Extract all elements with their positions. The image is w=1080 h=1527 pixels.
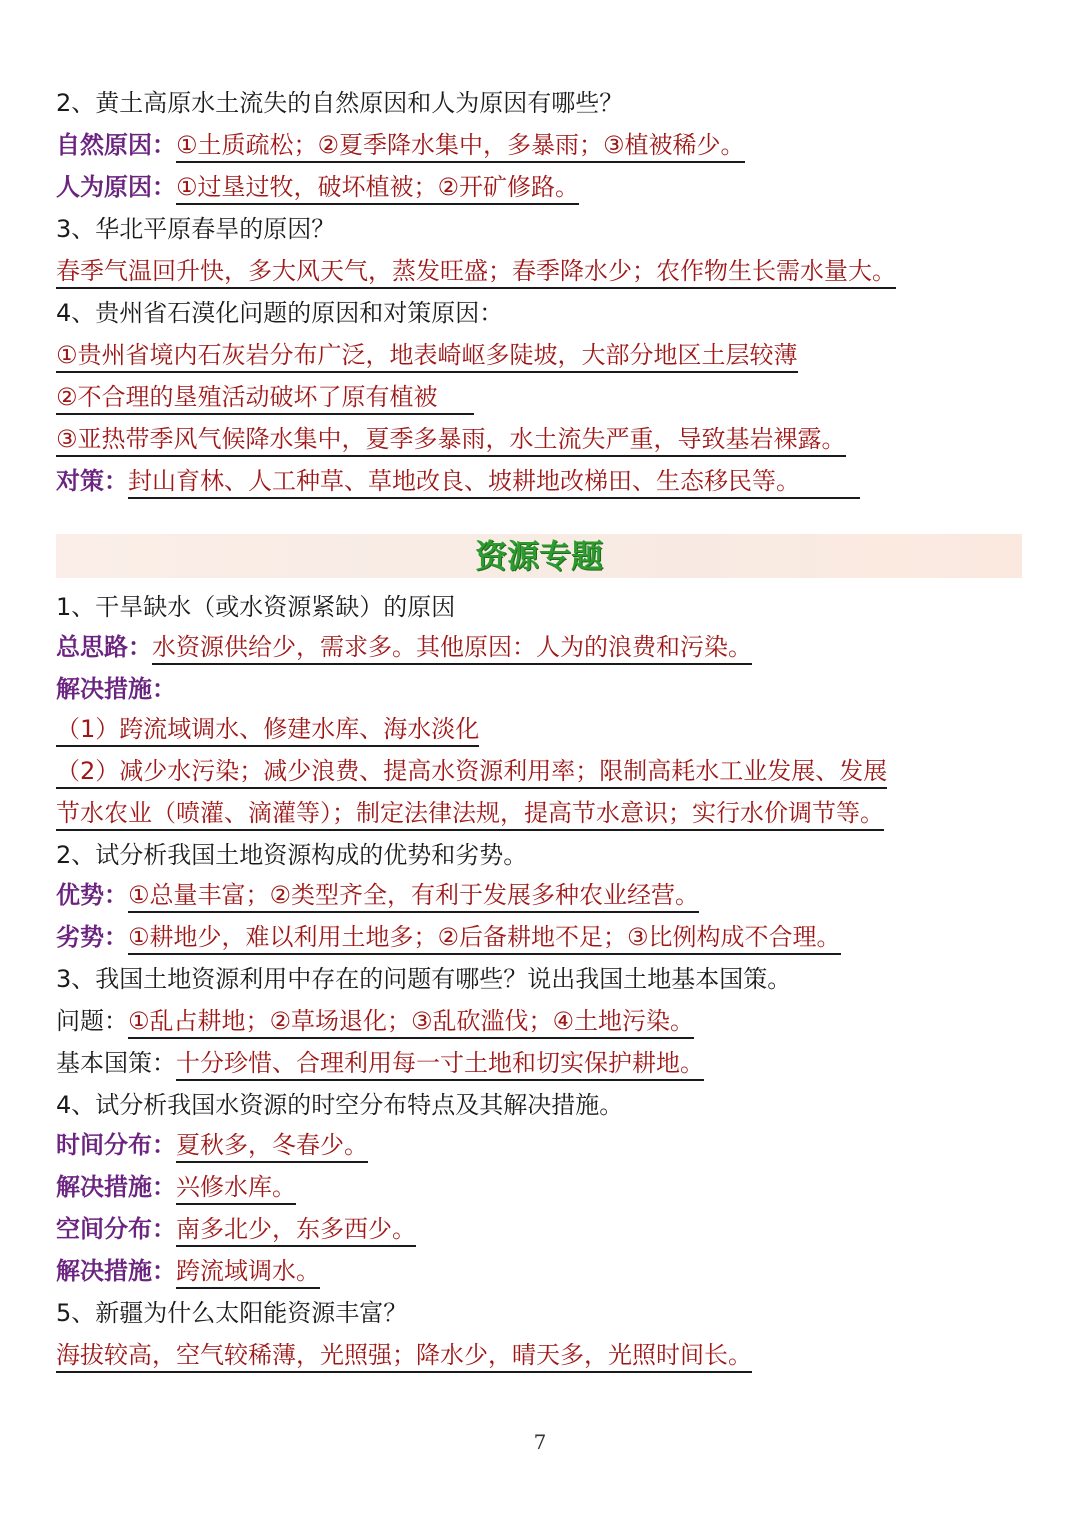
karst-reason-1-row	[56, 338, 798, 372]
natural-causes-label: 自然原因：	[56, 131, 176, 159]
karst-reason-2: ②不合理的垦殖活动破坏了原有植被	[56, 383, 474, 415]
drought-answer-row	[56, 254, 896, 288]
natural-causes-row	[56, 128, 745, 162]
solar-answer-row	[56, 1338, 752, 1372]
karst-measures-answer: 封山育林、人工种草、草地改良、坡耕地改梯田、生态移民等。	[128, 467, 860, 499]
space-solution-label: 解决措施：	[56, 1257, 176, 1285]
karst-reason-1: ①贵州省境内石灰岩分布广泛，地表崎岖多陡坡，大部分地区土层较薄	[56, 341, 798, 373]
land-policy-label: 基本国策：	[56, 1049, 176, 1077]
human-causes-row	[56, 170, 579, 204]
karst-measures-row	[56, 464, 860, 498]
water-solution-2b-row	[56, 796, 884, 830]
time-distribution-label: 时间分布：	[56, 1131, 176, 1159]
water-idea-row	[56, 630, 752, 664]
question-2-loess: 2、黄土高原水土流失的自然原因和人为原因有哪些？	[56, 89, 624, 117]
water-solution-2a: （2）减少水污染；减少浪费、提高水资源利用率；限制高耗水工业发展、发展	[56, 757, 887, 789]
solar-answer: 海拔较高，空气较稀薄，光照强；降水少，晴天多，光照时间长。	[56, 1341, 752, 1373]
question-3-land-use: 3、我国土地资源利用中存在的问题有哪些？说出我国土地基本国策。	[56, 965, 792, 993]
land-disadvantage-row	[56, 920, 841, 954]
section-banner	[56, 534, 1022, 578]
question-5-solar: 5、新疆为什么太阳能资源丰富？	[56, 1299, 408, 1327]
natural-causes-answer: ①土质疏松；②夏季降水集中，多暴雨；③植被稀少。	[176, 131, 745, 163]
question-2-land: 2、试分析我国土地资源构成的优势和劣势。	[56, 841, 528, 869]
land-problem-answer: ①乱占耕地；②草场退化；③乱砍滥伐；④土地污染。	[128, 1007, 694, 1039]
land-disadvantage-answer: ①耕地少，难以利用土地多；②后备耕地不足；③比例构成不合理。	[128, 923, 841, 955]
human-causes-answer: ①过垦过牧，破坏植被；②开矿修路。	[176, 173, 579, 205]
karst-reason-2-row	[56, 380, 474, 414]
time-solution-row	[56, 1170, 296, 1204]
water-solution-1: （1）跨流域调水、修建水库、海水淡化	[56, 715, 479, 747]
space-solution-answer: 跨流域调水。	[176, 1257, 320, 1289]
time-distribution-row	[56, 1128, 368, 1162]
space-distribution-label: 空间分布：	[56, 1215, 176, 1243]
karst-measures-label: 对策：	[56, 467, 128, 495]
water-solution-2b: 节水农业（喷灌、滴灌等）；制定法律法规，提高节水意识；实行水价调节等。	[56, 799, 884, 831]
page-number: 7	[533, 1430, 547, 1454]
land-problem-label: 问题：	[56, 1007, 128, 1035]
question-4-water-distribution: 4、试分析我国水资源的时空分布特点及其解决措施。	[56, 1091, 624, 1119]
time-solution-label: 解决措施：	[56, 1173, 176, 1201]
land-advantage-answer: ①总量丰富；②类型齐全，有利于发展多种农业经营。	[128, 881, 699, 913]
karst-reason-3-row	[56, 422, 846, 456]
time-solution-answer: 兴修水库。	[176, 1173, 296, 1205]
land-problem-row	[56, 1004, 694, 1038]
land-advantage-row	[56, 878, 699, 912]
question-1-water: 1、干旱缺水（或水资源紧缺）的原因	[56, 593, 456, 621]
section-title: 资源专题	[474, 537, 603, 575]
drought-answer: 春季气温回升快，多大风天气，蒸发旺盛；春季降水少；农作物生长需水量大。	[56, 257, 896, 289]
water-idea-answer: 水资源供给少，需求多。其他原因：人为的浪费和污染。	[152, 633, 752, 665]
karst-reason-3: ③亚热带季风气候降水集中，夏季多暴雨，水土流失严重，导致基岩裸露。	[56, 425, 846, 457]
water-solution-label: 解决措施：	[56, 675, 176, 703]
water-solution-1-row	[56, 712, 479, 746]
question-3-drought: 3、华北平原春旱的原因？	[56, 215, 336, 243]
land-policy-answer: 十分珍惜、合理利用每一寸土地和切实保护耕地。	[176, 1049, 704, 1081]
water-solution-2a-row	[56, 754, 887, 788]
land-advantage-label: 优势：	[56, 881, 128, 909]
question-4-karst: 4、贵州省石漠化问题的原因和对策原因：	[56, 299, 504, 327]
space-distribution-answer: 南多北少，东多西少。	[176, 1215, 416, 1247]
time-distribution-answer: 夏秋多，冬春少。	[176, 1131, 368, 1163]
land-policy-row	[56, 1046, 704, 1080]
space-solution-row	[56, 1254, 320, 1288]
water-idea-label: 总思路：	[56, 633, 152, 661]
human-causes-label: 人为原因：	[56, 173, 176, 201]
land-disadvantage-label: 劣势：	[56, 923, 128, 951]
space-distribution-row	[56, 1212, 416, 1246]
